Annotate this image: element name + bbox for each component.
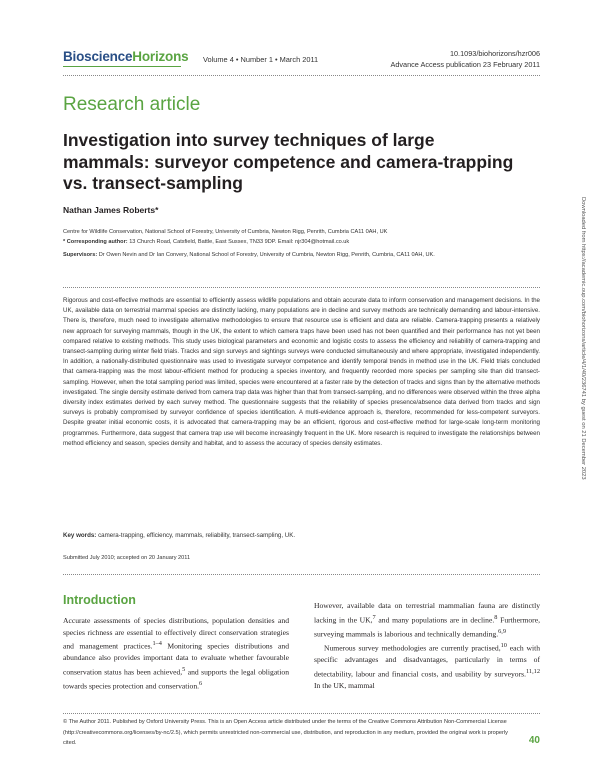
introduction-heading: Introduction: [63, 593, 136, 607]
intro-text: each with specific advantages and disadvantages, particularly in terms of detectability, labour and financial costs, and usability by surveyors.: [314, 643, 540, 679]
copyright-notice: © The Author 2011. Published by Oxford University Press. This is an Open Access article distributed under the terms of the Creative Commons Attribution Non-Commercial License (http://creativecommons.org/licenses/by-nc/2.5), which permits unrestricted non-commercial use, distribution, and reproduction in any medium, provided the original work is properly cited.: [63, 719, 508, 746]
intro-text: and many populations are in decline.: [375, 615, 495, 625]
supervisors-label: Supervisors:: [63, 252, 98, 258]
logo-part-bioscience: Bioscience: [63, 49, 133, 64]
citation-ref: 11,12: [525, 667, 540, 675]
intro-paragraph: [63, 615, 289, 692]
affiliations: [63, 228, 543, 259]
logo-part-horizons: Horizons: [132, 49, 189, 64]
article-title: Investigation into survey techniques of large mammals: surveyor competence and camera-trapping vs. transect-sampling: [63, 130, 514, 193]
intro-paragraph: [314, 600, 540, 640]
doi: 10.1093/biohorizons/hzr006: [449, 49, 540, 58]
affiliation: Centre for Wildlife Conservation, National School of Forestry, University of Cumbria, Newton Rigg, Penrith, Cumbria CA11 0AH, UK: [63, 229, 388, 235]
citation-ref: 6,9: [498, 627, 507, 635]
citation-ref: 5: [182, 665, 186, 673]
intro-paragraph: [314, 640, 540, 691]
keywords: [63, 532, 540, 539]
intro-text: However, available data on terrestrial mammalian fauna are distinctly lacking in the UK,: [314, 601, 540, 625]
corresponding-author: [63, 238, 543, 246]
intro-text: In the UK, mammal: [314, 680, 375, 690]
citation-ref: 6: [199, 680, 203, 688]
page-number: 40: [528, 735, 540, 746]
intro-text: Furthermore, surveying mammals is laborious and technically demanding.: [314, 615, 540, 639]
citation-ref: 7: [372, 613, 376, 621]
header-divider: [63, 75, 540, 76]
intro-column-left: [63, 615, 289, 692]
intro-text: Monitoring species distributions and abundance also provides important data to evaluate whether favourable conservation status has been achieved,: [63, 641, 289, 677]
keywords-label: Key words:: [63, 532, 97, 539]
citation-ref: 8: [494, 613, 498, 621]
advance-access: Advance Access publication 23 February 2011: [390, 59, 540, 69]
intro-text: and supports the legal obligation towards species protection and conservation.: [63, 667, 289, 691]
section-label: Research article: [63, 94, 201, 115]
submission-dates: Submitted July 2010; accepted on 20 January 2011: [63, 555, 191, 561]
abstract-top-divider: [63, 287, 540, 288]
header-right: [390, 49, 540, 70]
abstract-bottom-divider: [63, 574, 540, 575]
supervisors: [63, 251, 543, 259]
journal-logo: [63, 49, 188, 64]
supervisors-text: Dr Owen Nevin and Dr Ian Convery, National School of Forestry, University of Cumbria, Newton Rigg, Penrith, Cumbria, CA11 0AH, UK.: [97, 252, 435, 258]
logo-underline: [63, 66, 181, 67]
abstract: Rigorous and cost-effective methods are essential to efficiently assess wildlife populations and obtain accurate data to inform conservation and management decisions. In the UK, available data on terrestrial mammal species are distinctly lacking, many populations are in decline and survey methods are technically demanding and labour-intensive. There is, therefore, much need to investigate alternative methodologies to ensure that resource use is efficient and data are reliable. Camera-trapping presents a relatively new approach for surveying mammals, though in the UK, the extent to which camera traps have been used has not been quantified and their performance has not yet been compared relative to existing methods. This study uses biological parameters and economic and logistic costs to assess the efficiency and reliability of camera-trapping and transect-sampling during winter field trials. Tracks and sign surveys and sightings surveys were conducted simultaneously and where appropriate, investigated independently. In addition, a nationally-distributed questionnaire was used to investigate surveyor competence and identify temporal trends in method use in the UK. Field trials concluded that camera-trapping was the most labour-efficient method for producing a species inventory, and frequently recorded more species per sampling site than did transect-sampling. However, when the total sampling period was limited, species were encountered at a faster rate by the detection of tracks and signs than by the alternative methods investigated. The single density estimate derived from camera trap data was higher than that from transect-sampling, and no differences were observed within the three alpha diversity index estimates derived by each survey method. The questionnaire suggests that the reliability of species presence/absence data derived from tracks and sign surveys is probably compromised by surveyor confidence of species identification. A multi-evidence approach is, therefore, recommended for less-competent surveyors. Despite greater initial economic costs, it is advocated that camera-trapping may be an efficient, rigorous and cost-effective method for large-scale long-term monitoring programmes. Furthermore, data suggest that camera trap use will become increasingly frequent in the UK. More research is required to investigate the relationships between method efficiency and season, species density and habitat, and to assess the accuracy of species density estimates.: [63, 297, 540, 447]
author-name: Nathan James Roberts*: [63, 205, 159, 215]
corresponding-label: * Corresponding author:: [63, 239, 128, 245]
download-notice: Downloaded from https://academic.oup.com/biohorizons/article/4/1/40/236741 by guest on 21 December 2023: [580, 197, 586, 480]
citation-ref: 10: [500, 641, 507, 649]
issue-info: Volume 4 • Number 1 • March 2011: [203, 55, 319, 64]
corresponding-text: 13 Church Road, Catsfield, Battle, East Sussex, TN33 9DP. Email: njr304@hotmail.co.uk: [127, 239, 350, 245]
intro-text: Accurate assessments of species distributions, population densities and species richness are essential to effectively direct conservation strategies and management practices.: [63, 616, 289, 651]
intro-text: Numerous survey methodologies are currently practised,: [324, 643, 501, 653]
intro-column-right: [314, 600, 540, 691]
keywords-text: camera-trapping, efficiency, mammals, reliability, transect-sampling, UK.: [96, 532, 296, 539]
citation-ref: 1–4: [152, 640, 162, 648]
footer-divider: [63, 713, 540, 714]
